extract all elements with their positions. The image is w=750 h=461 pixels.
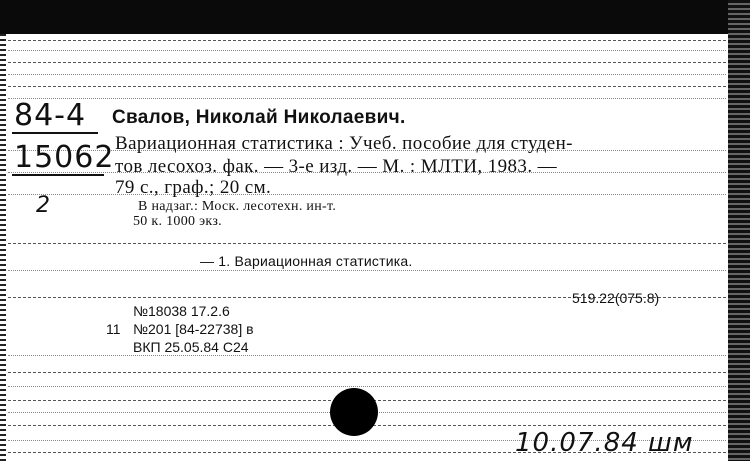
- physical-description: 79 с., граф.; 20 см.: [115, 177, 272, 198]
- card-rule: [8, 40, 726, 41]
- record-number: №18038 17.2.6: [133, 303, 230, 319]
- card-rule: [8, 50, 726, 51]
- subject-heading: — 1. Вариационная статистика.: [200, 253, 413, 269]
- card-rule: [8, 386, 726, 387]
- price-run-line: 50 к. 1000 экз.: [133, 214, 222, 229]
- note-line: В надзаг.: Моск. лесотехн. ин-т.: [138, 199, 337, 214]
- handwritten-date: 10.07.84 шм: [515, 428, 694, 458]
- card-rule: [8, 98, 726, 99]
- card-rule: [8, 62, 726, 63]
- call-number-underline: [12, 174, 104, 176]
- card-rule: [8, 355, 726, 356]
- card-rule: [8, 243, 726, 244]
- card-rule: [8, 74, 726, 75]
- handwritten-mark: 2: [36, 193, 51, 218]
- title-line: тов лесохоз. фак. — 3-е изд. — М. : МЛТИ, 1983. —: [115, 156, 558, 177]
- title-line: Вариационная статистика : Учеб. пособие для студен-: [115, 133, 573, 154]
- author-heading: Свалов, Николай Николаевич.: [112, 107, 406, 128]
- call-number-bottom: 15062: [14, 140, 115, 175]
- record-number: №201 [84-22738] в: [133, 321, 254, 337]
- scanner-right-strip: [728, 0, 750, 461]
- record-number: ВКП 25.05.84 С24: [133, 339, 249, 355]
- card-left-edge: [0, 34, 6, 461]
- card-rule: [8, 372, 726, 373]
- card-rule: [8, 86, 726, 87]
- record-prefix: 11: [106, 321, 121, 337]
- scanner-top-band: [0, 0, 750, 34]
- card-punch-hole: [330, 388, 378, 436]
- call-number-top: 84-4: [14, 98, 87, 133]
- card-rule: [8, 270, 726, 271]
- udc-code: 519.22(075.8): [572, 290, 660, 306]
- call-number-underline: [12, 132, 98, 134]
